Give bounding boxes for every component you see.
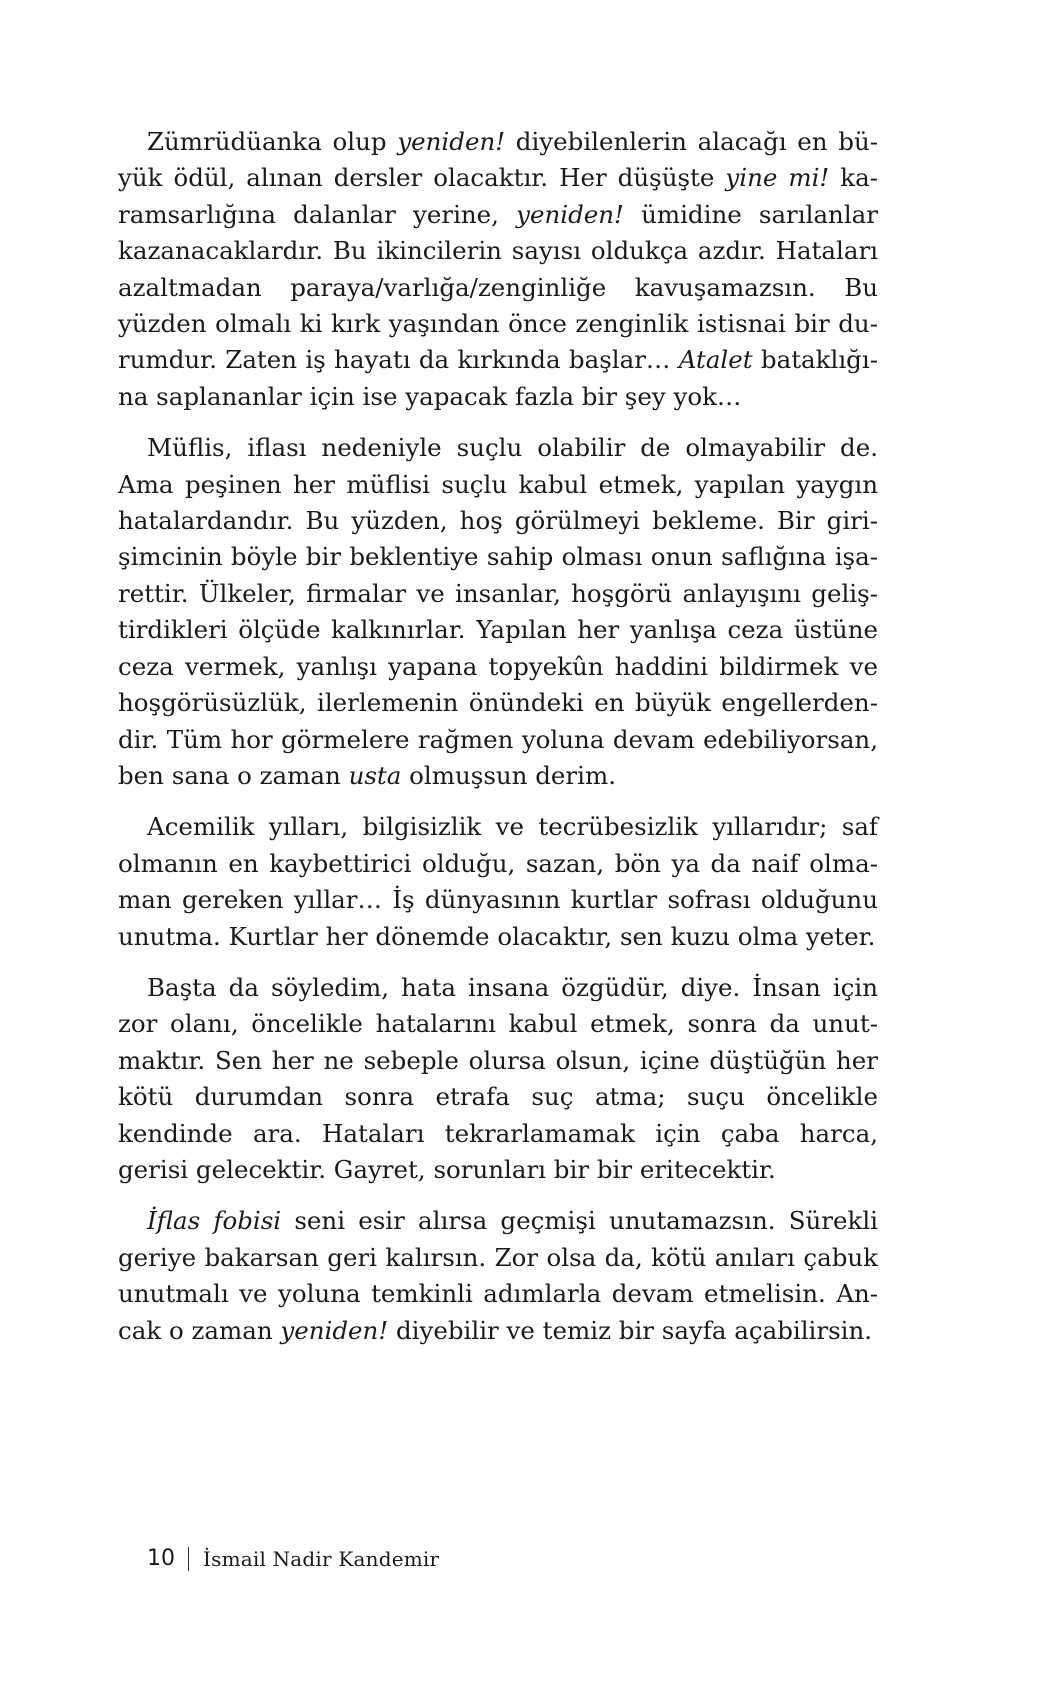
text-run: diyebilenlerin alacağı en büyük ödül, alınan dersler olacaktır. Her düşüşte	[118, 127, 878, 193]
author-name: İsmail Nadir Kandemir	[203, 1547, 440, 1571]
paragraph-1	[118, 124, 878, 415]
text-run: karamsarlığına dalanlar yerine,	[118, 163, 879, 229]
italic-run: yine mi!	[725, 163, 830, 193]
text-run: seni esir alırsa geçmişi unutamazsın. Sürekli geriye bakarsan geri kalırsın. Zor olsa da, kötü anıları çabuk unutmalı ve yoluna temkinli adımlarla devam etmelisin. Ancak o zaman	[118, 1206, 879, 1345]
italic-run: Atalet	[678, 345, 753, 375]
text-run: Acemilik yılları, bilgisizlik ve tecrübesizlik yıllarıdır; saf olmanın en kaybettirici olduğu, sazan, bön ya da naif olmaman gereken yıllar… İş dünyasının kurtlar sofrası olduğunu unutma. Kurtlar her dönemde olacaktır, sen kuzu olma yeter.	[118, 812, 878, 951]
italic-run: İflas fobisi	[147, 1206, 282, 1236]
text-run: olmuşsun derim.	[401, 760, 617, 790]
text-run: ümidine sarılanlar kazanacaklardır. Bu ikincilerin sayısı oldukça azdır. Hataları azaltmadan paraya/varlığa/zenginliğe kavuşamazsın. Bu yüzden olmalı ki kırk yaşından önce zenginlik istisnai bir durumdur. Zaten iş hayatı da kırkında başlar…	[118, 199, 878, 375]
italic-run: yeniden!	[280, 1315, 389, 1345]
paragraph-2	[118, 430, 878, 794]
body-text	[118, 124, 878, 1349]
italic-run: usta	[348, 760, 402, 790]
page-number: 10	[147, 1546, 175, 1571]
paragraph-3	[118, 809, 878, 955]
text-run: diyebilir ve temiz bir sayfa açabilirsin.	[388, 1315, 873, 1345]
italic-run: yeniden!	[516, 199, 624, 229]
text-run: Zümrüdüanka olup	[147, 127, 398, 156]
text-run: Müflis, iflası nedeniyle suçlu olabilir de olmayabilir de. Ama peşinen her müflisi suçlu kabul etmek, yapılan yaygın hatalardandır. Bu yüzden, hoş görülmeyi bekleme. Bir girişimcinin böyle bir beklentiye sahip olması onun saflığına işarettir. Ülkeler, firmalar ve insanlar, hoşgörü anlayışını geliştirdikleri ölçüde kalkınırlar. Yapılan her yanlışa ceza üstüne ceza vermek, yanlışı yapana topyekûn haddini bildirmek ve hoşgörüsüzlük, ilerlemenin önündeki en büyük engellerdendir. Tüm hor görmelere rağmen yoluna devam edebiliyorsan, ben sana o zaman	[118, 433, 878, 790]
text-run: bataklığına saplananlar için ise yapacak fazla bir şey yok…	[118, 345, 878, 411]
text-run: Başta da söyledim, hata insana özgüdür, diye. İnsan için zor olanı, öncelikle hatalarını kabul etmek, sonra da unutmaktır. Sen her ne sebeple olursa olsun, içine düştüğün her kötü durumdan sonra etrafa suç atma; suçu öncelikle kendinde ara. Hataları tekrarlamamak için çaba harca, gerisi gelecektir. Gayret, sorunları bir bir eritecektir.	[118, 972, 878, 1184]
italic-run: yeniden!	[397, 127, 506, 156]
page-footer	[147, 1545, 439, 1573]
paragraph-5	[118, 1203, 878, 1349]
footer-divider	[188, 1547, 189, 1571]
paragraph-4	[118, 970, 878, 1188]
